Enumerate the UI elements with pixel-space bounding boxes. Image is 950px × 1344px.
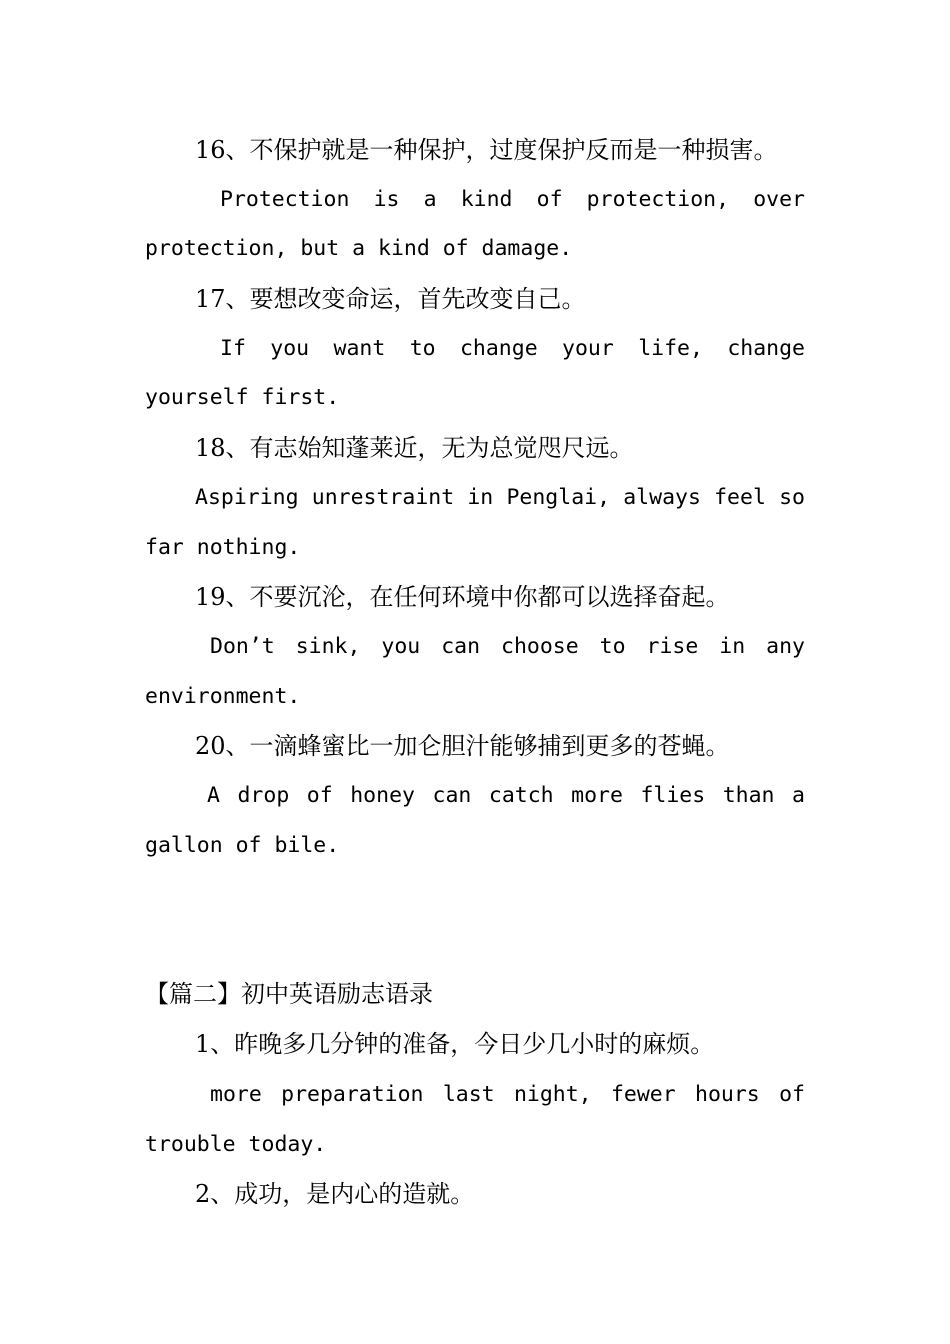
quote-20-english-line1: A drop of honey can catch more flies than a: [207, 783, 805, 808]
quote-17-english-line2: yourself first.: [145, 385, 340, 410]
quote-20-chinese: 20、一滴蜂蜜比一加仑胆汁能够捕到更多的苍蝇。: [195, 732, 730, 760]
section2-quote-1-english-line1: more preparation last night, fewer hours of: [210, 1082, 805, 1107]
quote-18-chinese: 18、有志始知蓬莱近，无为总觉咫尺远。: [195, 434, 634, 462]
quote-19-english-line2: environment.: [145, 684, 301, 709]
quote-16-english-line2: protection, but a kind of damage.: [145, 236, 573, 261]
section2-quote-1-chinese: 1、昨晚多几分钟的准备，今日少几小时的麻烦。: [195, 1030, 715, 1058]
quote-17-chinese: 17、要想改变命运，首先改变自己。: [195, 285, 586, 313]
quote-19-chinese: 19、不要沉沦，在任何环境中你都可以选择奋起。: [195, 583, 730, 611]
quote-20-english-line2: gallon of bile.: [145, 833, 340, 858]
quote-19-english-line1: Don’t sink, you can choose to rise in any: [210, 634, 805, 659]
quote-18-english-line1: Aspiring unrestraint in Penglai, always feel so: [195, 485, 805, 510]
quote-18-english-line2: far nothing.: [145, 535, 301, 560]
section2-quote-2-chinese: 2、成功，是内心的造就。: [195, 1180, 475, 1208]
quote-16-english-line1: Protection is a kind of protection, over: [220, 187, 805, 212]
section-heading: 【篇二】初中英语励志语录: [145, 980, 433, 1008]
quote-16-chinese: 16、不保护就是一种保护，过度保护反而是一种损害。: [195, 136, 778, 164]
quote-17-english-line1: If you want to change your life, change: [220, 336, 805, 361]
section2-quote-1-english-line2: trouble today.: [145, 1132, 327, 1157]
